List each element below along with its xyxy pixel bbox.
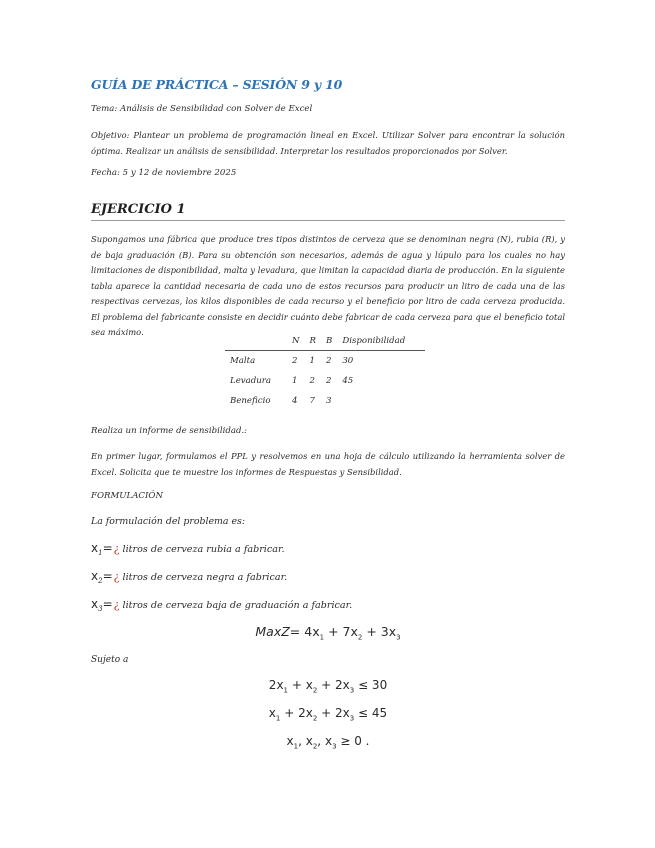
table-cell: 3	[326, 396, 332, 406]
variable-index: 1	[98, 548, 103, 557]
table-cell: 30	[342, 356, 354, 366]
non-negativity-constraint: $x_1$, $x_2$, $x_3 \ge 0$ .	[286, 734, 370, 751]
unknown-glyph: ¿	[113, 542, 120, 555]
table-row	[225, 351, 425, 372]
equals-sign: =	[102, 541, 113, 555]
table-header-cell: N	[287, 334, 305, 351]
equals-sign: =	[102, 597, 113, 611]
variable-symbol: x	[91, 541, 99, 555]
exercise-heading: EJERCICIO 1	[91, 202, 565, 221]
topic-line: Tema: Análisis de Sensibilidad con Solver de Excel	[91, 104, 313, 114]
variable-description: litros de cerveza negra a fabricar.	[122, 572, 288, 583]
table-cell: Malta	[230, 356, 256, 366]
variable-symbol: x	[91, 569, 99, 583]
date-line: Fecha: 5 y 12 de noviembre 2025	[91, 168, 237, 178]
variable-definition	[91, 569, 287, 585]
table-cell: 7	[309, 396, 315, 406]
subject-to-label: Sujeto a	[91, 655, 129, 665]
table-cell: 2	[309, 376, 315, 386]
variable-definition	[91, 541, 285, 557]
objective-lhs: MaxZ	[255, 624, 290, 639]
table-cell: 1	[292, 376, 298, 386]
resource-table	[225, 334, 425, 411]
instruction-line: Realiza un informe de sensibilidad.:	[91, 426, 248, 436]
objective-function: MaxZ= $4x_1 + 7x_2 + 3x_3$	[255, 624, 401, 642]
table-cell	[337, 391, 425, 411]
variable-symbol: x	[91, 597, 99, 611]
formulation-label: FORMULACIÓN	[91, 491, 163, 501]
table-cell: 4	[292, 396, 298, 406]
unknown-glyph: ¿	[113, 570, 120, 583]
constraint-levadura: $x_1 + 2x_2 + 2x_3 \le 45$	[268, 706, 388, 723]
table-header-row	[225, 334, 425, 351]
table-cell: Levadura	[230, 376, 272, 386]
table-header-cell	[225, 334, 287, 351]
guide-title: GUÍA DE PRÁCTICA – SESIÓN 9 y 10	[91, 77, 343, 92]
formulation-intro: La formulación del problema es:	[91, 516, 245, 527]
variable-description: litros de cerveza rubia a fabricar.	[122, 544, 285, 555]
table-header-cell: R	[305, 334, 321, 351]
unknown-glyph: ¿	[113, 598, 120, 611]
variable-definition	[91, 597, 352, 613]
constraint-malta: $2x_1 + x_2 + 2x_3 \le 30$	[268, 678, 388, 695]
table-cell: 45	[342, 376, 354, 386]
objective-paragraph: Objetivo: Plantear un problema de programación lineal en Excel. Utilizar Solver para encontrar la solución óptima. Realizar un análisis de sensibilidad. Interpretar los resultados proporcionados por Solver.	[91, 130, 565, 156]
variable-description: litros de cerveza baja de graduación a fabricar.	[122, 600, 353, 611]
variable-index: 2	[98, 576, 103, 585]
table-row	[225, 391, 425, 411]
table-cell: Beneficio	[230, 396, 271, 406]
exercise-statement: Supongamos una fábrica que produce tres tipos distintos de cerveza que se denominan negra (N), rubia (R), y de baja graduación (B). Para su obtención son necesarios, además de agua y lúpulo para los cuales no hay limitaciones de disponibilidad, malta y levadura, que limitan la capacidad diaria de producción. En la siguiente tabla aparece la cantidad necesaria de cada uno de estos recursos para producir un litro de cada una de las respectivas cervezas, los kilos disponibles de cada recurso y el beneficio por litro de cada cerveza producida. El problema del fabricante consiste en decidir cuánto debe fabricar de cada cerveza para que el beneficio total sea máximo.	[91, 234, 565, 337]
table-cell: 2	[326, 376, 332, 386]
intro-paragraph: En primer lugar, formulamos el PPL y resolvemos en una hoja de cálculo utilizando la herramienta solver de Excel. Solicita que te muestre los informes de Respuestas y Sensibilidad.	[91, 451, 565, 477]
variable-index: 3	[98, 604, 103, 613]
table-header-cell: B	[321, 334, 337, 351]
equals-sign: =	[102, 569, 113, 583]
table-cell: 2	[326, 356, 332, 366]
table-cell: 1	[309, 356, 315, 366]
table-row	[225, 371, 425, 391]
table-cell: 2	[292, 356, 298, 366]
table-header-cell: Disponibilidad	[337, 334, 425, 351]
